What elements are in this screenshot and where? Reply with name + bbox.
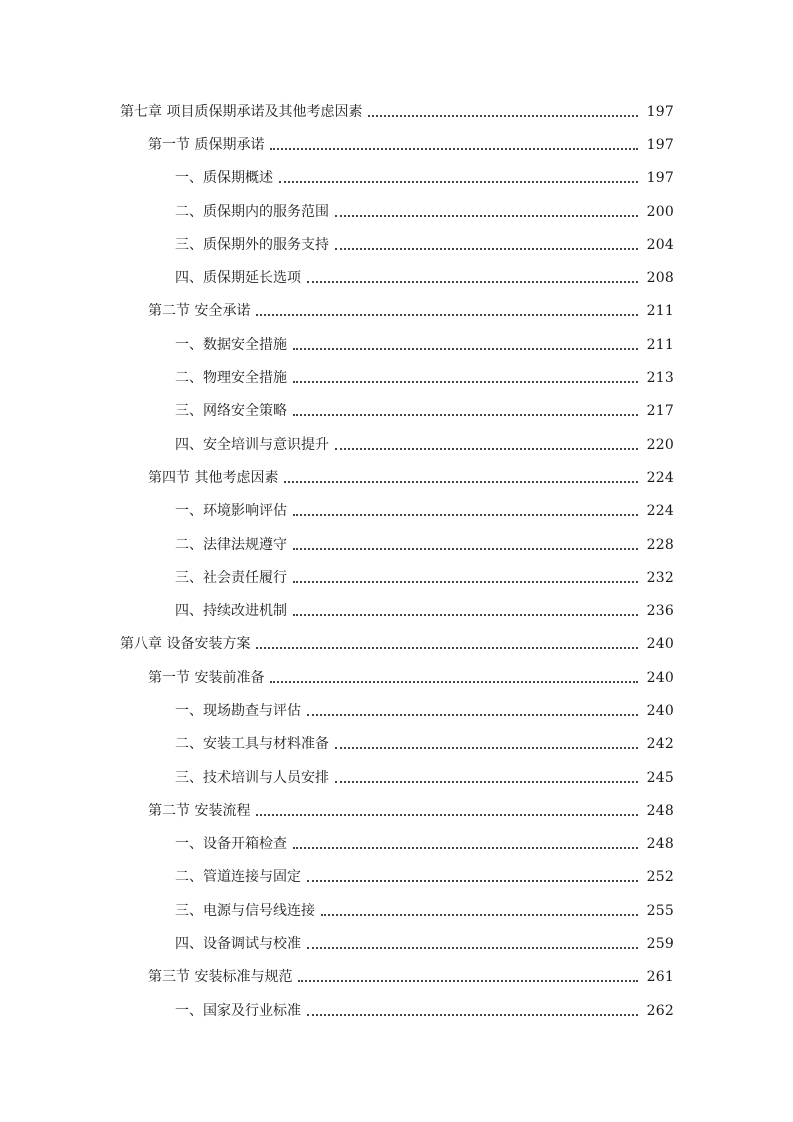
toc-entry-title: 二、物理安全措施 — [175, 371, 291, 385]
toc-entry-title: 一、现场勘查与评估 — [175, 704, 305, 718]
toc-page-number: 228 — [646, 536, 674, 553]
toc-entry[interactable] — [0, 628, 793, 661]
toc-entry-title: 三、电源与信号线连接 — [175, 904, 319, 918]
toc-entry[interactable] — [0, 328, 793, 361]
toc-page-number: 236 — [646, 603, 674, 620]
toc-entry[interactable] — [0, 528, 793, 561]
toc-dot-leader — [307, 1000, 638, 1016]
toc-dot-leader — [293, 534, 638, 550]
toc-entry-title: 三、社会责任履行 — [175, 571, 291, 585]
toc-dot-leader — [293, 833, 638, 849]
toc-entry[interactable] — [0, 894, 793, 927]
toc-page-number: 204 — [646, 236, 674, 253]
toc-dot-leader — [307, 933, 638, 949]
toc-entry-title: 二、管道连接与固定 — [175, 870, 305, 884]
toc-page-number: 248 — [646, 802, 674, 819]
toc-page-number: 240 — [646, 669, 674, 686]
toc-entry-title: 一、质保期概述 — [175, 171, 277, 185]
toc-entry-title: 四、质保期延长选项 — [175, 271, 305, 285]
toc-page-number: 245 — [646, 769, 674, 786]
toc-entry-title: 四、设备调试与校准 — [175, 937, 305, 951]
toc-entry-title: 四、持续改进机制 — [175, 604, 291, 618]
toc-dot-leader — [307, 866, 638, 882]
toc-entry-title: 第二节 安全承诺 — [148, 304, 254, 318]
toc-page-number: 224 — [646, 503, 674, 520]
toc-page-number: 217 — [646, 403, 674, 420]
toc-dot-leader — [256, 800, 638, 816]
toc-dot-leader — [293, 367, 638, 383]
toc-dot-leader — [335, 201, 638, 217]
toc-page-number: 259 — [646, 936, 674, 953]
toc-entry[interactable] — [0, 861, 793, 894]
toc-entry[interactable] — [0, 295, 793, 328]
toc-page-number: 220 — [646, 436, 674, 453]
toc-entry-title: 三、技术培训与人员安排 — [175, 771, 333, 785]
toc-page-number: 197 — [646, 170, 674, 187]
toc-dot-leader — [293, 600, 638, 616]
toc-entry[interactable] — [0, 728, 793, 761]
toc-dot-leader — [279, 167, 638, 183]
toc-page-number: 240 — [646, 636, 674, 653]
toc-entry[interactable] — [0, 961, 793, 994]
toc-dot-leader — [293, 334, 638, 350]
toc-entry[interactable] — [0, 461, 793, 494]
toc-dot-leader — [293, 567, 638, 583]
toc-entry[interactable] — [0, 95, 793, 128]
toc-entry[interactable] — [0, 428, 793, 461]
toc-entry[interactable] — [0, 228, 793, 261]
toc-dot-leader — [293, 500, 638, 516]
toc-entry-title: 三、质保期外的服务支持 — [175, 238, 333, 252]
toc-entry-title: 第一节 安装前准备 — [148, 671, 268, 685]
toc-page-number: 255 — [646, 902, 674, 919]
toc-dot-leader — [335, 733, 638, 749]
toc-page-number: 262 — [646, 1002, 674, 1019]
toc-entry[interactable] — [0, 994, 793, 1027]
toc-entry[interactable] — [0, 195, 793, 228]
toc-page-number: 208 — [646, 270, 674, 287]
toc-dot-leader — [270, 134, 638, 150]
toc-entry[interactable] — [0, 162, 793, 195]
toc-page-number: 248 — [646, 836, 674, 853]
toc-entry-title: 第二节 安装流程 — [148, 804, 254, 818]
toc-dot-leader — [256, 300, 638, 316]
toc-page-number: 213 — [646, 370, 674, 387]
toc-entry-title: 第三节 安装标准与规范 — [148, 970, 296, 984]
toc-dot-leader — [307, 700, 638, 716]
toc-entry[interactable] — [0, 361, 793, 394]
toc-entry[interactable] — [0, 594, 793, 627]
toc-entry-title: 一、设备开箱检查 — [175, 837, 291, 851]
toc-entry[interactable] — [0, 495, 793, 528]
toc-page-number: 242 — [646, 736, 674, 753]
toc-dot-leader — [284, 467, 638, 483]
toc-page-number: 261 — [646, 969, 674, 986]
toc-page-number: 200 — [646, 203, 674, 220]
toc-entry[interactable] — [0, 261, 793, 294]
toc-page-number: 211 — [646, 303, 674, 320]
toc-entry[interactable] — [0, 395, 793, 428]
toc-dot-leader — [335, 434, 638, 450]
toc-page-number: 240 — [646, 702, 674, 719]
toc-entry-title: 二、质保期内的服务范围 — [175, 205, 333, 219]
toc-page-number: 197 — [646, 136, 674, 153]
toc-entry-title: 一、国家及行业标准 — [175, 1004, 305, 1018]
toc-dot-leader — [256, 633, 638, 649]
toc-dot-leader — [298, 966, 638, 982]
toc-dot-leader — [270, 667, 638, 683]
toc-entry[interactable] — [0, 794, 793, 827]
toc-entry-title: 二、法律法规遵守 — [175, 538, 291, 552]
toc-entry-title: 四、安全培训与意识提升 — [175, 438, 333, 452]
toc-dot-leader — [335, 234, 638, 250]
toc-dot-leader — [335, 767, 638, 783]
toc-dot-leader — [321, 900, 638, 916]
toc-dot-leader — [368, 101, 638, 117]
toc-page-number: 197 — [646, 103, 674, 120]
toc-entry[interactable] — [0, 661, 793, 694]
toc-page-number: 252 — [646, 869, 674, 886]
toc-entry[interactable] — [0, 927, 793, 960]
toc-page-number: 211 — [646, 336, 674, 353]
toc-dot-leader — [307, 267, 638, 283]
toc-entry-title: 三、网络安全策略 — [175, 404, 291, 418]
toc-page-number: 232 — [646, 569, 674, 586]
toc-entry-title: 二、安装工具与材料准备 — [175, 737, 333, 751]
table-of-contents — [0, 95, 793, 1027]
toc-entry-title: 第八章 设备安装方案 — [120, 637, 254, 651]
toc-page-number: 224 — [646, 469, 674, 486]
toc-entry[interactable] — [0, 694, 793, 727]
toc-entry-title: 第一节 质保期承诺 — [148, 138, 268, 152]
toc-entry-title: 第七章 项目质保期承诺及其他考虑因素 — [120, 105, 366, 119]
toc-entry-title: 一、环境影响评估 — [175, 504, 291, 518]
toc-entry[interactable] — [0, 128, 793, 161]
toc-entry[interactable] — [0, 561, 793, 594]
toc-entry-title: 一、数据安全措施 — [175, 338, 291, 352]
toc-entry[interactable] — [0, 761, 793, 794]
toc-entry-title: 第四节 其他考虑因素 — [148, 471, 282, 485]
toc-dot-leader — [293, 400, 638, 416]
toc-entry[interactable] — [0, 828, 793, 861]
